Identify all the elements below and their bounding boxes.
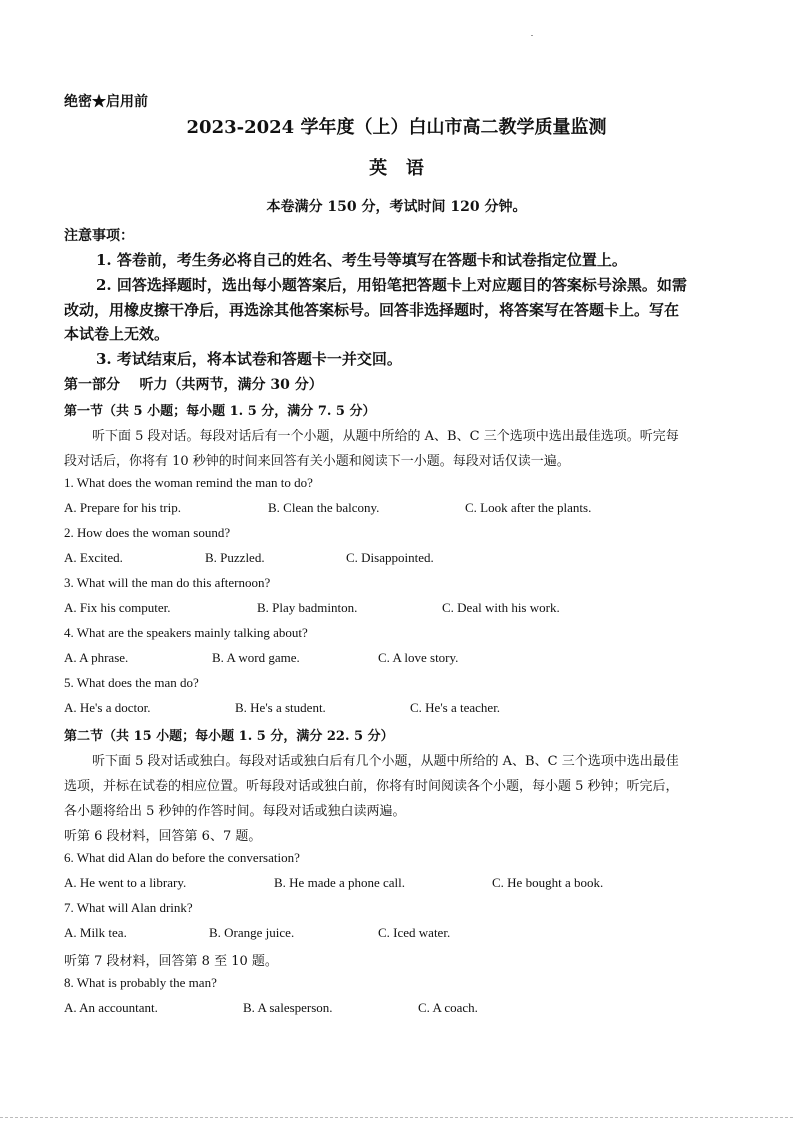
option-a: A. A phrase. <box>64 650 129 665</box>
option-b: B. A salesperson. <box>243 1000 333 1015</box>
notes-item-2-line3: 本试卷上无效。 <box>64 325 170 343</box>
option-a: A. Excited. <box>64 550 123 565</box>
option-b: B. Play badminton. <box>257 600 358 615</box>
confidential-mark: 绝密★启用前 <box>64 94 148 110</box>
notes-heading: 注意事项： <box>64 228 134 244</box>
question-stem: 8. What is probably the man? <box>64 975 217 990</box>
option-a: A. Prepare for his trip. <box>64 500 181 515</box>
option-c: C. Iced water. <box>378 925 451 940</box>
option-a: A. An accountant. <box>64 1000 158 1015</box>
notes-item-2-line1: 2. 回答选择题时，选出每小题答案后，用铅笔把答题卡上对应题目的答案标号涂黑。如需 <box>96 276 687 294</box>
option-a: A. He went to a library. <box>64 875 187 890</box>
option-c: C. Look after the plants. <box>465 500 592 515</box>
notes-item-2-line2: 改动，用橡皮擦干净后，再选涂其他答案标号。回答非选择题时，将答案写在答题卡上。写在 <box>64 301 680 319</box>
option-b: B. Puzzled. <box>205 550 265 565</box>
scan-speck <box>531 35 533 36</box>
section1-heading: 第一节（共 5 小题；每小题 1. 5 分，满分 7. 5 分） <box>64 404 376 419</box>
question-stem: 1. What does the woman remind the man to do? <box>64 475 313 490</box>
option-b: B. A word game. <box>212 650 300 665</box>
question-stem: 2. How does the woman sound? <box>64 525 231 540</box>
option-c: C. A coach. <box>418 1000 478 1015</box>
option-c: C. Disappointed. <box>346 550 434 565</box>
option-b: B. He's a student. <box>235 700 326 715</box>
subject-title: 英 语 <box>369 158 424 179</box>
question-stem: 6. What did Alan do before the conversation? <box>64 850 300 865</box>
option-c: C. He bought a book. <box>492 875 604 890</box>
part1-heading: 第一部分 听力（共两节，满分 30 分） <box>64 377 323 393</box>
option-a: A. Fix his computer. <box>64 600 171 615</box>
question-stem: 3. What will the man do this afternoon? <box>64 575 271 590</box>
section2-instruction-line1: 听下面 5 段对话或独白。每段对话或独白后有几个小题，从题中所给的 A、B、C 三个选项中选出最佳 <box>92 754 679 769</box>
option-c: C. Deal with his work. <box>442 600 560 615</box>
page-bottom-rule <box>0 1117 793 1118</box>
question-stem: 4. What are the speakers mainly talking about? <box>64 625 308 640</box>
option-a: A. He's a doctor. <box>64 700 151 715</box>
section1-instruction-line1: 听下面 5 段对话。每段对话后有一个小题，从题中所给的 A、B、C 三个选项中选出最佳选项。听完每 <box>92 429 679 444</box>
section2-instruction-line3: 各小题将给出 5 秒钟的作答时间。每段对话或独白读两遍。 <box>64 804 406 819</box>
option-a: A. Milk tea. <box>64 925 127 940</box>
exam-title: 2023-2024 学年度（上）白山市高二教学质量监测 <box>186 117 607 138</box>
question-stem: 5. What does the man do? <box>64 675 199 690</box>
section1-instruction-line2: 段对话后，你将有 10 秒钟的时间来回答有关小题和阅读下一小题。每段对话仅读一遍。 <box>64 454 570 469</box>
option-b: B. He made a phone call. <box>274 875 406 890</box>
option-b: B. Clean the balcony. <box>268 500 380 515</box>
material-7-note: 听第 7 段材料，回答第 8 至 10 题。 <box>64 954 278 969</box>
section2-heading: 第二节（共 15 小题；每小题 1. 5 分，满分 22. 5 分） <box>64 729 394 744</box>
option-c: C. A love story. <box>378 650 459 665</box>
option-b: B. Orange juice. <box>209 925 295 940</box>
notes-item-3: 3. 考试结束后，将本试卷和答题卡一并交回。 <box>96 350 402 368</box>
section2-instruction-line2: 选项，并标在试卷的相应位置。听每段对话或独白前，你将有时间阅读各个小题，每小题 5 秒钟；听完后， <box>64 779 679 794</box>
notes-item-1: 1. 答卷前，考生务必将自己的姓名、考生号等填写在答题卡和试卷指定位置上。 <box>96 251 627 269</box>
material-6-note: 听第 6 段材料，回答第 6、7 题。 <box>64 829 262 844</box>
question-stem: 7. What will Alan drink? <box>64 900 193 915</box>
score-info: 本卷满分 150 分，考试时间 120 分钟。 <box>266 199 527 215</box>
option-c: C. He's a teacher. <box>410 700 501 715</box>
